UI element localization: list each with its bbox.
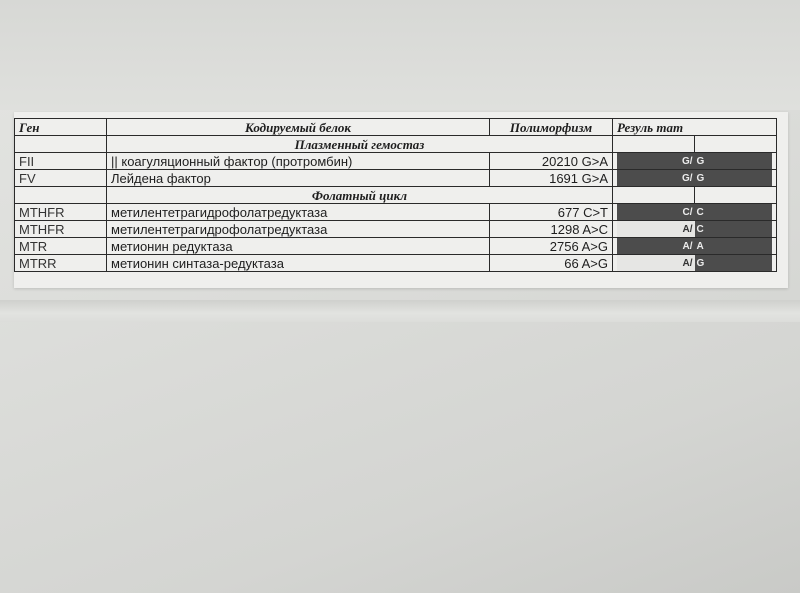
polymorphism-cell: 2756 A>G [490, 238, 613, 255]
protein-cell: метионин синтаза-редуктаза [107, 255, 490, 272]
polymorphism-cell: 1691 G>A [490, 170, 613, 187]
result-cell [613, 221, 777, 238]
allele-1: A/ [617, 255, 695, 271]
polymorphism-cell: 1298 A>C [490, 221, 613, 238]
allele-1: A/ [617, 238, 695, 254]
table-row [15, 255, 777, 272]
header-polymorphism: Полиморфизм [490, 119, 613, 136]
table-header-row [15, 119, 777, 136]
polymorphism-cell: 20210 G>A [490, 153, 613, 170]
table-row [15, 238, 777, 255]
section-result-cell [613, 136, 777, 153]
section-result-cell [613, 187, 777, 204]
table-row [15, 221, 777, 238]
allele-2: G [695, 170, 773, 186]
section-empty-cell [15, 187, 107, 204]
header-protein: Кодируемый белок [107, 119, 490, 136]
result-cell [613, 238, 777, 255]
result-cell [613, 255, 777, 272]
polymorphism-cell: 66 A>G [490, 255, 613, 272]
allele-2: G [695, 153, 773, 169]
table-row [15, 204, 777, 221]
protein-cell: Лейдена фактор [107, 170, 490, 187]
result-cell [613, 153, 777, 170]
allele-2: G [695, 255, 773, 271]
result-cell [613, 170, 777, 187]
section-row [15, 187, 777, 204]
section-title: Фолатный цикл [107, 187, 613, 204]
polymorphism-cell: 677 C>T [490, 204, 613, 221]
table-body [15, 136, 777, 272]
background-shadow [0, 0, 800, 110]
gene-cell: MTRR [15, 255, 107, 272]
allele-2: C [695, 221, 773, 237]
gene-cell: MTR [15, 238, 107, 255]
allele-1: C/ [617, 204, 695, 220]
allele-2: A [695, 238, 773, 254]
table-row [15, 153, 777, 170]
allele-2: C [695, 204, 773, 220]
section-empty-cell [15, 136, 107, 153]
protein-cell: метионин редуктаза [107, 238, 490, 255]
genetic-test-table [14, 118, 777, 272]
gene-cell: MTHFR [15, 204, 107, 221]
header-result: Резуль тат [613, 119, 777, 136]
allele-1: G/ [617, 153, 695, 169]
gene-cell: MTHFR [15, 221, 107, 238]
section-row [15, 136, 777, 153]
allele-1: G/ [617, 170, 695, 186]
protein-cell: метилентетрагидрофолатредуктаза [107, 204, 490, 221]
result-cell [613, 204, 777, 221]
header-gene: Ген [15, 119, 107, 136]
paper-fold [0, 300, 800, 322]
gene-cell: FV [15, 170, 107, 187]
protein-cell: метилентетрагидрофолатредуктаза [107, 221, 490, 238]
table-row [15, 170, 777, 187]
section-title: Плазменный гемостаз [107, 136, 613, 153]
allele-1: A/ [617, 221, 695, 237]
protein-cell: || коагуляционный фактор (протромбин) [107, 153, 490, 170]
gene-cell: FII [15, 153, 107, 170]
